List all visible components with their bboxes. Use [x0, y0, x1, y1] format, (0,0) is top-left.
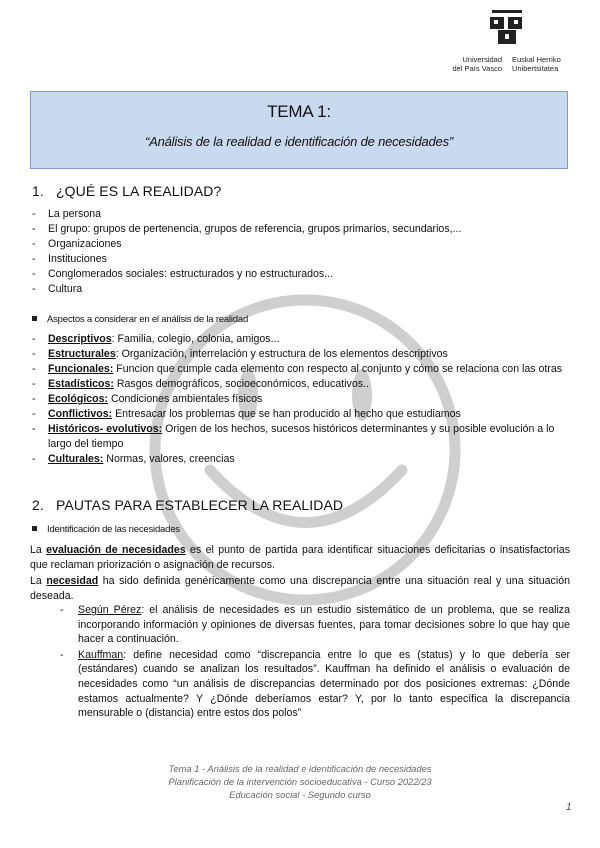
title-box [30, 91, 568, 169]
section1-title: ¿QUÉ ES LA REALIDAD? [56, 183, 222, 199]
aspects-list [32, 332, 572, 467]
list-item: - Según Pérez: el análisis de necesidades es un estudio sistemático de un problema, que se realiza incorporando información y opiniones de diversas fuentes, para tomar decisiones sobre lo que hay que hacer a continuación. [60, 603, 570, 647]
list-item: - Instituciones [32, 252, 572, 267]
paragraph-necesidad: La necesidad ha sido definida genéricamente como una discrepancia entre una situación real y una situación deseada. [30, 575, 570, 602]
page-footer: Tema 1 - Análisis de la realidad e identificación de necesidades Planificación de la intervención socioeducativa - Curso 2022/23 Educación social - Segundo curso [168, 763, 432, 800]
needs-subheading: Identificación de las necesidades [32, 524, 180, 535]
list-item: - Conflictivos: Entresacar los problemas que se han producido al hecho que estudiamos [32, 407, 572, 422]
paragraph-evaluation: La evaluación de necesidades es el punto de partida para identificar situaciones deficitarias o insatisfactorias que reclaman priorización o asignación de recursos. [30, 544, 570, 571]
section1-number: 1. [32, 183, 44, 199]
section2-heading [32, 497, 343, 513]
list-item: - Organizaciones [32, 237, 572, 252]
list-item: - El grupo: grupos de pertenencia, grupos de referencia, grupos primarios, secundarios,... [32, 222, 572, 237]
list-item: - Culturales: Normas, valores, creencias [32, 452, 572, 467]
page-title: TEMA 1: [267, 102, 331, 121]
aspects-subheading: Aspectos a considerar en el análisis de la realidad [32, 314, 248, 325]
list-item: - Kauffman: define necesidad como “discrepancia entre lo que es (status) y lo que debería ser (estándares) cuando se analizan los resultados”. Kauffman ha definido el análisis o evaluación de necesidades como “un análisis de discrepancias determinado por dos posiciones extremas: ¿Dónde estamos actualmente? Y ¿Dónde deberíamos estar? Y, por lo tanto específica la discrepancia mensurable o (distancia) entre estos dos polos” [60, 648, 570, 721]
logo-text-right: Euskal Herriko Unibertsitatea [512, 55, 561, 73]
section2-number: 2. [32, 497, 44, 513]
page-subtitle: “Análisis de la realidad e identificación de necesidades” [144, 134, 453, 149]
section1-heading [32, 183, 221, 199]
list-item: - Históricos- evolutivos: Origen de los hechos, sucesos históricos determinantes y su posible evolución a lo largo del tiempo [32, 422, 572, 452]
authors-list [60, 603, 570, 722]
page-number: 1 [566, 802, 572, 813]
reality-list [32, 207, 572, 297]
list-item: - La persona [32, 207, 572, 222]
university-logo [440, 8, 570, 78]
square-bullet-icon [32, 526, 37, 531]
list-item: - Estructurales: Organización, interrelación y estructura de los elementos descriptivos [32, 347, 572, 362]
list-item: - Cultura [32, 282, 572, 297]
list-item: - Funcionales: Funcion que cumple cada elemento con respecto al conjunto y cómo se relaciona con las otras [32, 362, 572, 377]
logo-text-left: Universidad del País Vasco [452, 55, 502, 73]
section2-title: PAUTAS PARA ESTABLECER LA REALIDAD [56, 497, 344, 513]
university-logo-icon [488, 8, 526, 50]
square-bullet-icon [32, 316, 37, 321]
list-item: - Ecológicos: Condiciones ambientales físicos [32, 392, 572, 407]
list-item: - Descriptivos: Familia, colegio, colonia, amigos... [32, 332, 572, 347]
list-item: - Estadísticos: Rasgos demográficos, socioeconómicos, educativos.. [32, 377, 572, 392]
list-item: - Conglomerados sociales: estructurados y no estructurados... [32, 267, 572, 282]
